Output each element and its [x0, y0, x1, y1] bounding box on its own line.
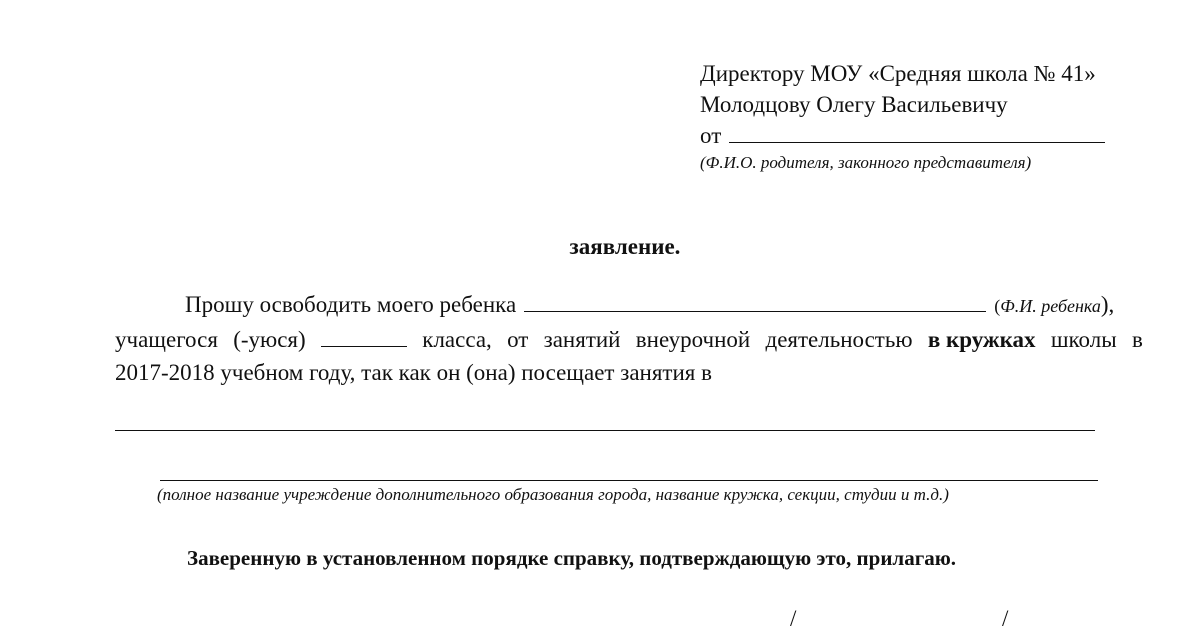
- institution-blank-line-1: [115, 430, 1095, 431]
- body-request-text: Прошу освободить моего ребенка: [185, 292, 517, 317]
- body-row-1: [115, 288, 1143, 323]
- child-name-caption: Ф.И. ребенка: [1000, 296, 1101, 316]
- word-activity: деятельностью: [765, 327, 913, 352]
- from-caption: (Ф.И.О. родителя, законного представителя): [700, 153, 1032, 172]
- addressee-director: Директору МОУ «Средняя школа № 41»: [700, 61, 1096, 86]
- institution-blank-line-2: [160, 480, 1098, 481]
- attachment-statement: Заверенную в установленном порядке справку, подтверждающую это, прилагаю.: [187, 546, 957, 570]
- word-from: от: [507, 327, 529, 352]
- from-blank-line: [729, 120, 1105, 143]
- class-blank-line: [321, 324, 407, 347]
- paren-open: (: [994, 296, 1001, 316]
- signature-slash-1: /: [790, 606, 797, 631]
- word-school: школы: [1050, 327, 1117, 352]
- word-lessons: занятий: [543, 327, 621, 352]
- word-in: в: [1131, 327, 1143, 352]
- addressee-from-row: [700, 120, 1140, 151]
- institution-caption: (полное название учреждение дополнительного образования города, название кружка, секции, студии и т.д.): [157, 485, 949, 504]
- word-student: учащегося: [115, 327, 218, 352]
- signature-slash-2: /: [1002, 606, 1009, 631]
- word-class: класса,: [422, 327, 492, 352]
- word-student-fem: (-уюся): [233, 327, 306, 352]
- document-title: заявление.: [569, 234, 681, 259]
- word-extracurricular: внеурочной: [635, 327, 751, 352]
- body-row-2: [115, 323, 1143, 356]
- word-in-clubs: в кружках: [927, 327, 1036, 352]
- addressee-block: [700, 58, 1140, 175]
- paren-close: ),: [1100, 292, 1115, 317]
- addressee-name: Молодцову Олегу Васильевичу: [700, 92, 1008, 117]
- child-name-blank-line: [524, 289, 986, 312]
- from-label: от: [700, 123, 722, 148]
- application-body: [115, 288, 1143, 389]
- body-row-3: 2017-2018 учебном году, так как он (она) посещает занятия в: [115, 360, 712, 385]
